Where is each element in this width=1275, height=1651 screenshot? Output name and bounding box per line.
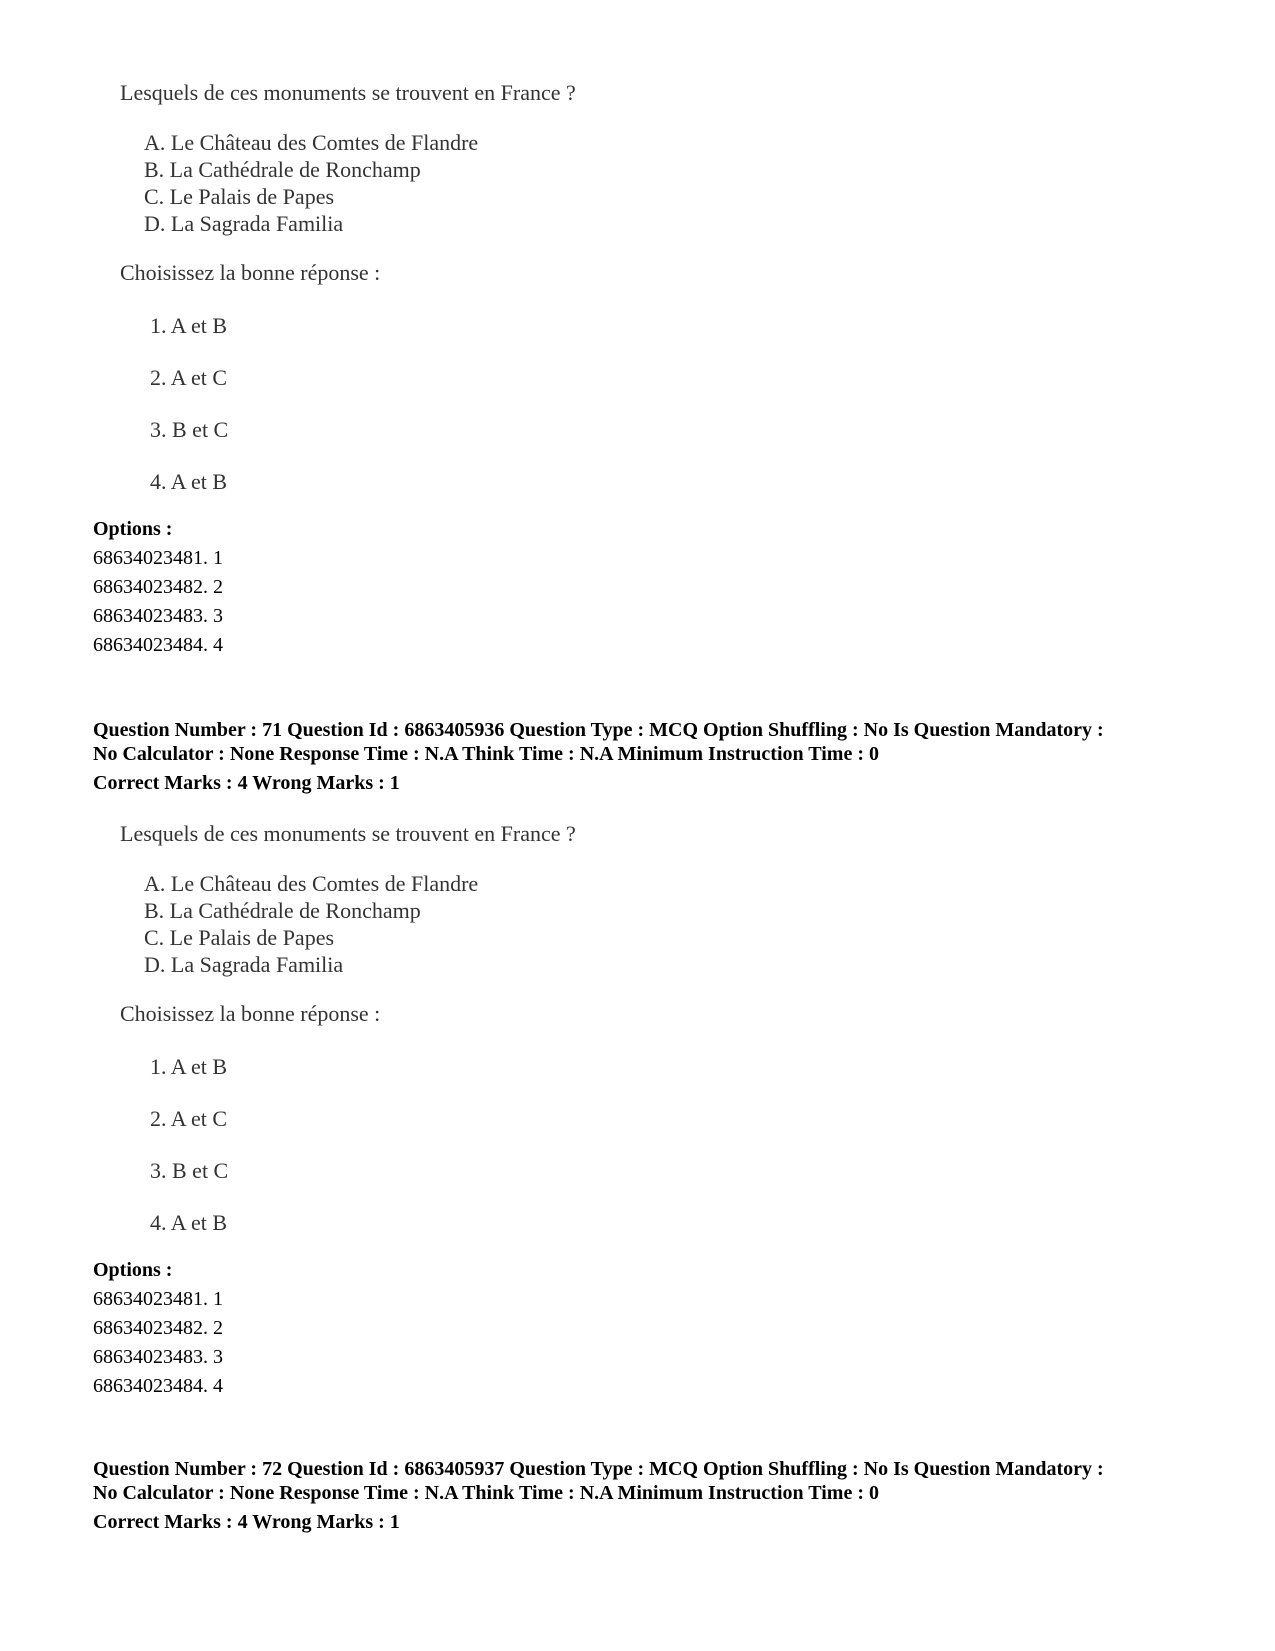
option-2: 68634023482. 2 bbox=[93, 576, 223, 598]
choice-4: 4. A et B bbox=[150, 469, 228, 494]
statement-a: A. Le Château des Comtes de Flandre bbox=[144, 130, 479, 155]
statement-b: B. La Cathédrale de Ronchamp bbox=[144, 157, 421, 182]
statement-d: D. La Sagrada Familia bbox=[144, 211, 344, 236]
question-marks: Correct Marks : 4 Wrong Marks : 1 bbox=[93, 772, 400, 794]
option-3: 68634023483. 3 bbox=[93, 1346, 223, 1368]
options-label: Options : bbox=[93, 1259, 173, 1281]
prompt-text: Choisissez la bonne réponse : bbox=[120, 1001, 381, 1026]
question-header-line1: Question Number : 72 Question Id : 6863405937 Question Type : MCQ Option Shuffling : No Is Question Mandatory : bbox=[93, 1458, 1104, 1480]
statement-d: D. La Sagrada Familia bbox=[144, 952, 344, 977]
question-text: Lesquels de ces monuments se trouvent en France ? bbox=[120, 80, 576, 105]
option-1: 68634023481. 1 bbox=[93, 547, 223, 569]
options-label: Options : bbox=[93, 518, 173, 540]
option-4: 68634023484. 4 bbox=[93, 634, 223, 656]
statement-c: C. Le Palais de Papes bbox=[144, 184, 335, 209]
question-marks: Correct Marks : 4 Wrong Marks : 1 bbox=[93, 1511, 400, 1533]
choice-3: 3. B et C bbox=[150, 417, 229, 442]
choice-2: 2. A et C bbox=[150, 365, 228, 390]
choice-4: 4. A et B bbox=[150, 1210, 228, 1235]
choice-3: 3. B et C bbox=[150, 1158, 229, 1183]
question-header-line2: No Calculator : None Response Time : N.A Think Time : N.A Minimum Instruction Time : 0 bbox=[93, 1482, 879, 1504]
prompt-text: Choisissez la bonne réponse : bbox=[120, 260, 381, 285]
choice-1: 1. A et B bbox=[150, 1054, 228, 1079]
statement-c: C. Le Palais de Papes bbox=[144, 925, 335, 950]
question-text: Lesquels de ces monuments se trouvent en France ? bbox=[120, 821, 576, 846]
statement-b: B. La Cathédrale de Ronchamp bbox=[144, 898, 421, 923]
question-header-line1: Question Number : 71 Question Id : 6863405936 Question Type : MCQ Option Shuffling : No Is Question Mandatory : bbox=[93, 719, 1104, 741]
option-1: 68634023481. 1 bbox=[93, 1288, 223, 1310]
statement-a: A. Le Château des Comtes de Flandre bbox=[144, 871, 479, 896]
question-header-line2: No Calculator : None Response Time : N.A Think Time : N.A Minimum Instruction Time : 0 bbox=[93, 743, 879, 765]
choice-1: 1. A et B bbox=[150, 313, 228, 338]
option-2: 68634023482. 2 bbox=[93, 1317, 223, 1339]
choice-2: 2. A et C bbox=[150, 1106, 228, 1131]
option-3: 68634023483. 3 bbox=[93, 605, 223, 627]
option-4: 68634023484. 4 bbox=[93, 1375, 223, 1397]
